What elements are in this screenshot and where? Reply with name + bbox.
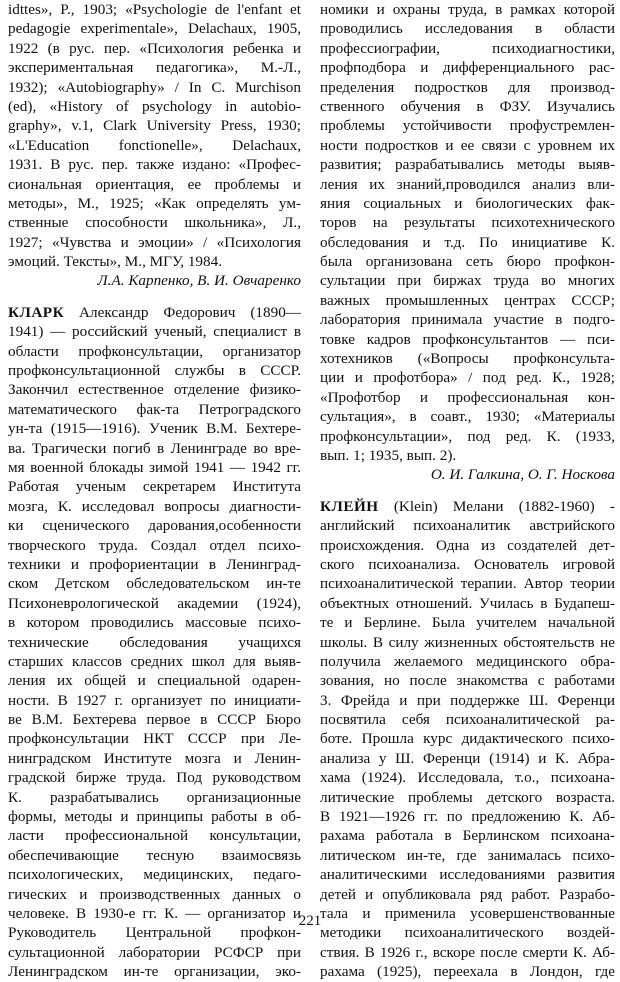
text-line: техники и профориентации в Ленинград- [8, 555, 301, 573]
left-column [8, 0, 301, 982]
text-line: 1927; «Чувства и эмоции» / «Психология [8, 233, 301, 251]
text-line: ствия. В 1926 г., вскоре после смерти К. Аб- [320, 943, 615, 961]
text-line: методики психоаналитического воздей- [320, 924, 615, 942]
text-line: проводились исследования в области [320, 20, 615, 38]
text-line: К. разрабатывались организационные [8, 788, 301, 806]
text-line: профконсультационной службы в СССР. [8, 362, 301, 380]
text-line: была организована сеть бюро профкон- [320, 253, 615, 271]
text-line: «L'Education fonctionelle», Delachaux, [8, 136, 301, 154]
text-line: сультационной лаборатории РСФСР при [8, 943, 301, 961]
text-line: происхождения. Одна из создателей дет- [320, 536, 615, 554]
text-line: старших классов средних школ для выяв- [8, 652, 301, 670]
text-line: pedagogie experimentale», Delachaux, 1905, [8, 20, 301, 38]
text-line: градской бирже труда. Под руководством [8, 769, 301, 787]
text-line: вып. 1; 1935, вып. 2). [320, 446, 457, 464]
text-line: психологических, медицинских, педаго- [8, 866, 301, 884]
text-line: посвятила себя психоаналитической ра- [320, 711, 615, 729]
text-line: 1932); «Autobiography» / In C. Murchison [8, 78, 301, 96]
text-line: анализа у Ш. Ференци (1914) и К. Абра- [320, 749, 615, 767]
text-line: ва. Трагически погиб в Ленинграде во вре- [8, 439, 301, 457]
text-line: ун-та (1915—1916). Ученик В.М. Бехтере- [8, 420, 301, 438]
text-line: ности подростков и ее связи с уровнем их [320, 136, 615, 154]
page-number: 221 [298, 913, 322, 929]
text-line: рахама (1925), переехала в Лондон, где [320, 963, 615, 981]
text-line: сиональная ориентация, ее проблемы и [8, 175, 301, 193]
text-line: профессиографии, психодиагностики, [320, 39, 615, 57]
previous-entry-continuation [8, 0, 301, 271]
text-line: ции и профотбора» / под ред. К., 1928; [320, 369, 615, 387]
entry-klark-first-line [8, 303, 301, 322]
entry-klein-first-line-text: (Klein) Мелани (1882-1960) - [378, 497, 615, 515]
text-line: graphy», v.1, Clark University Press, 1930; [8, 117, 301, 135]
entry-klein-headword: КЛЕЙН [320, 497, 379, 515]
text-line: ки сценического дарования,особенности [8, 517, 301, 535]
entry-klark-continuation [320, 0, 615, 465]
text-line: профконсультации НКТ СССР при Ле- [8, 730, 301, 748]
text-line: боте. Прошла курс дидактического психо- [320, 730, 615, 748]
text-line: аналитическими исследованиями развития [320, 866, 615, 884]
previous-entry-signature: Л.А. Карпенко, В. И. Овчаренко [97, 272, 301, 290]
text-line: в котором проводились массовые психо- [8, 614, 301, 632]
text-line: 1922 (в рус. пер. «Психология ребенка и [8, 39, 301, 57]
entry-klein-body [320, 516, 615, 981]
text-line: номики и охраны труда, в рамках которой [320, 1, 615, 18]
text-line: пределения подростков для производ- [320, 78, 615, 96]
text-line: ве В.М. Бехтерева первое в СССР Бюро [8, 711, 301, 729]
text-line: лаборатория принимала участие в подго- [320, 311, 615, 329]
text-line: тала и применила усовершенствованные [320, 904, 615, 922]
text-line: математического фак-та Петроградского [8, 400, 301, 418]
text-line: мя военной блокады зимой 1941 — 1942 гг. [8, 458, 301, 476]
text-line: творческого труда. Создал отдел психо- [8, 536, 301, 554]
text-line: гических и производственных данных о [8, 885, 301, 903]
text-line: методы», М., 1925; «Как определять ум- [8, 194, 301, 212]
text-line: торов на результаты психотехнического [320, 214, 615, 232]
text-line: В 1921—1926 гг. по предложению К. Аб- [320, 808, 615, 826]
text-line: яния социальных и биологических фак- [320, 194, 615, 212]
text-line: профконсультации», под ред. К. (1933, [320, 427, 615, 445]
text-line: 1941) — российский ученый, специалист в [8, 323, 301, 341]
text-line: ского психоанализа. Основатель игровой [320, 555, 615, 573]
text-line: важных промышленных центрах СССР; [320, 291, 615, 309]
entry-klein [320, 497, 615, 982]
text-line: обеспечивающие тесную взаимосвязь [8, 846, 301, 864]
text-line: экспериментальная педагогика», М.-Л., [8, 59, 301, 77]
text-line: проблемы устойчивости профустремлен- [320, 117, 615, 135]
text-line: эмоций. Тексты», М., МГУ, 1984. [8, 253, 222, 271]
text-line: ления их общей и специальной одарен- [8, 672, 301, 690]
text-line: (ed), «History of psychology in autobio- [8, 97, 301, 115]
text-line: школы. В силу жизненных обстоятельств не [320, 633, 615, 651]
entry-klark [8, 303, 301, 982]
text-line: обследования и т.д. По инициативе К. [320, 233, 615, 251]
text-line: ности. В 1927 г. организует по инициати- [8, 691, 301, 709]
text-line: те и Берлине. Была учителем начальной [320, 614, 615, 632]
text-line: Руководитель Центральной профкон- [8, 924, 301, 942]
text-line: объектных отношений. Училась в Будапеш- [320, 594, 615, 612]
text-line: психоаналитической терапии. Автор теории [320, 575, 615, 593]
text-line: технические обследования учащихся [8, 633, 301, 651]
right-column [320, 0, 615, 982]
text-line: литическом ин-те, где занималась психо- [320, 846, 615, 864]
text-line: Закончил естественное отделение физико- [8, 381, 301, 399]
text-line: ласти профессиональной консультации, [8, 827, 301, 845]
text-line: формы, методы и принципы работы в об- [8, 808, 301, 826]
text-line: зования, но после знакомства с работами [320, 672, 615, 690]
text-line: литические проблемы детского возраста. [320, 788, 615, 806]
text-line: Психоневрологической академии (1924), [8, 594, 301, 612]
entry-klark-body [8, 322, 301, 981]
entry-klein-first-line [320, 497, 615, 516]
text-line: хотехников («Вопросы профконсульта- [320, 350, 615, 368]
text-line: ления их знаний,проводился анализ вли- [320, 175, 615, 193]
text-line: ственные способности школьника», Л., [8, 214, 301, 232]
entry-klark-first-line-text: Александр Федорович (1890— [64, 303, 301, 321]
text-line: хама (1924). Исследовала, т.о., психоана- [320, 769, 615, 787]
text-line: английский психоаналитик австрийского [320, 517, 615, 535]
text-line: товке кадров профконсультантов — пси- [320, 330, 615, 348]
text-line: профподбора и дифференциального рас- [320, 59, 615, 77]
text-line: сультации при биржах труда во многих [320, 272, 615, 290]
text-line: 3. Фрейда и при поддержке Ш. Ференци [320, 691, 615, 709]
text-line: развития; разрабатывались методы выяв- [320, 156, 615, 174]
text-line: 1931. В рус. пер. также издано: «Профес- [8, 156, 301, 174]
entry-klark-signature: О. И. Галкина, О. Г. Носкова [430, 466, 615, 484]
text-line: области профконсультации, организатор [8, 342, 301, 360]
text-line: мозга, К. исследовал вопросы диагности- [8, 497, 301, 515]
text-line: сультация», в соавт., 1930; «Материалы [320, 408, 615, 426]
text-line: ском Детском обследовательском ин-те [8, 575, 301, 593]
text-line: получила желаемого медицинского обра- [320, 652, 615, 670]
entry-klark-headword: КЛАРК [8, 303, 65, 321]
text-line: нинградском Институте мозга и Ленин- [8, 749, 301, 767]
text-line: «Профотбор и профессиональная кон- [320, 388, 615, 406]
text-line: idttes», P., 1903; «Psychologie de l'enfant et [8, 1, 301, 18]
text-line: рахама работала в Берлинском психоана- [320, 827, 615, 845]
text-line: Ленинградском ин-те организации, эко- [8, 963, 301, 981]
text-line: человеке. В 1930-е гг. К. — организатор и [8, 904, 301, 922]
text-line: Работая ученым секретарем Института [8, 478, 301, 496]
text-line: ственного обучения в ФЗУ. Изучались [320, 97, 615, 115]
text-line: детей и опубликовала ряд работ. Разрабо- [320, 885, 615, 903]
